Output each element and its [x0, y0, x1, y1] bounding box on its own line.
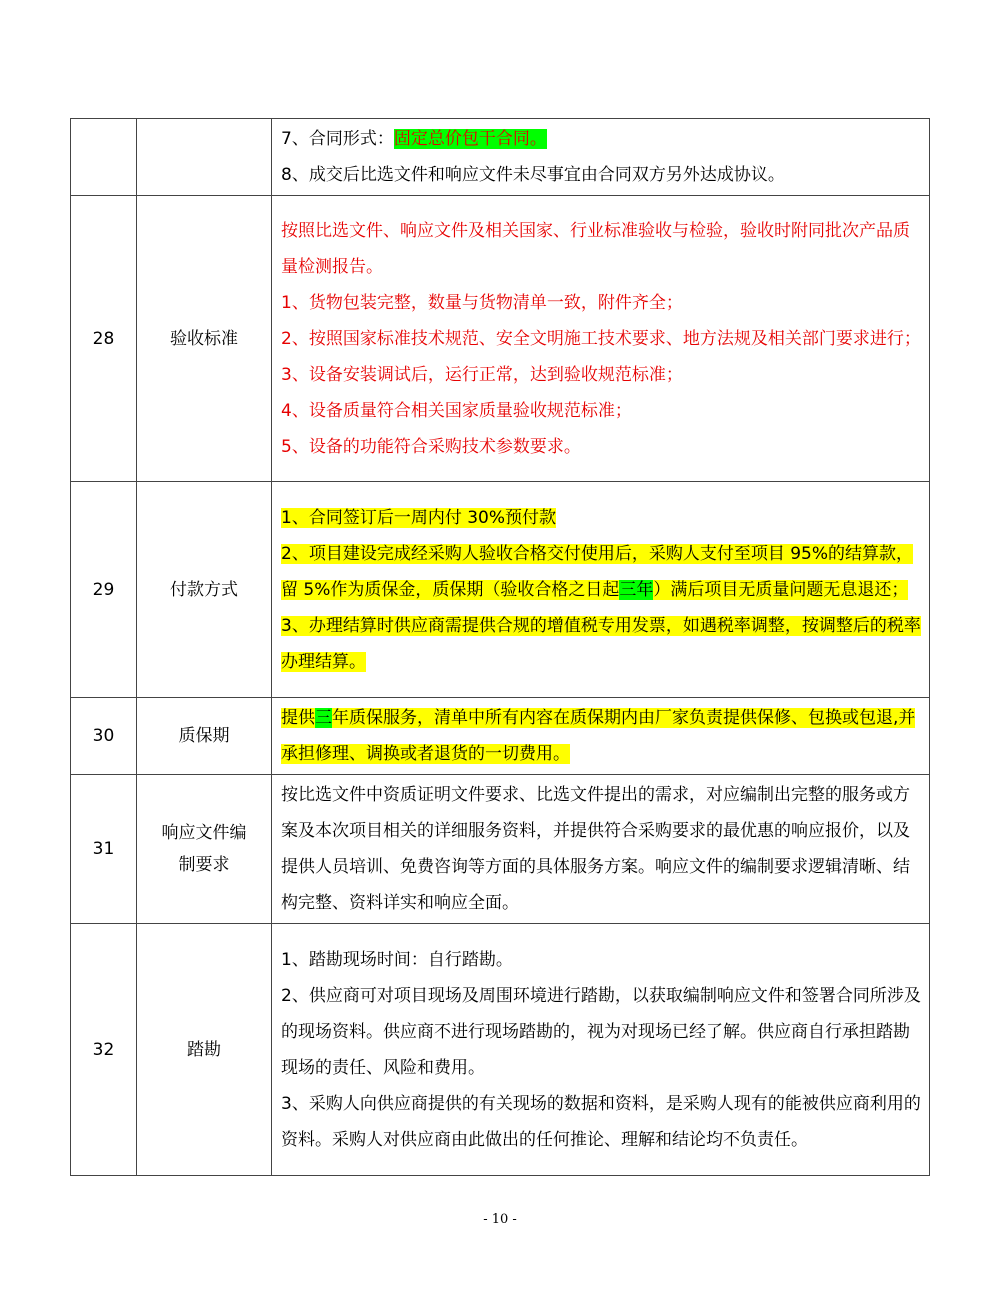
- content-line: 5、设备的功能符合采购技术参数要求。: [281, 436, 581, 457]
- highlighted-text: 2、项目建设完成经采购人验收合格交付使用后，采购人支付至项目 95%的结算款，留 5%作为质保金，质保期（验收合格之日起: [281, 543, 914, 600]
- row-number: 31: [71, 775, 137, 924]
- content-line: 8、成交后比选文件和响应文件未尽事宜由合同双方另外达成协议。: [281, 165, 785, 185]
- highlighted-text: ）满后项目无质量问题无息退还；: [653, 579, 909, 600]
- row-content: [272, 196, 930, 482]
- table-row: [71, 196, 930, 482]
- contract-form-label: 7、合同形式：: [281, 129, 394, 149]
- row-number: [71, 119, 137, 196]
- contract-form-value: 固定总价包干合同。: [393, 129, 547, 149]
- table-row: [71, 775, 930, 924]
- content-line: 1、踏勘现场时间：自行踏勘。: [281, 949, 513, 970]
- row-title: 质保期: [137, 698, 272, 775]
- row-title: [137, 119, 272, 196]
- table-row: [71, 698, 930, 775]
- content-line: [281, 608, 921, 680]
- table-row: [71, 482, 930, 698]
- content-line: [281, 500, 921, 536]
- table-row: [71, 119, 930, 196]
- row-title: 验收标准: [137, 196, 272, 482]
- content-line: 按比选文件中资质证明文件要求、比选文件提出的需求，对应编制出完整的服务或方案及本次项目相关的详细服务资料，并提供符合采购要求的最优惠的响应报价，以及提供人员培训、免费咨询等方面的具体服务方案。响应文件的编制要求逻辑清晰、结构完整、资料详实和响应全面。: [281, 785, 910, 913]
- warranty-years-highlight: 三年: [619, 579, 654, 600]
- warranty-years-highlight: 三: [315, 708, 332, 728]
- row-title: 响应文件编制要求: [137, 775, 272, 924]
- requirements-table: [70, 118, 930, 1176]
- row-number: 28: [71, 196, 137, 482]
- highlighted-text: 3、办理结算时供应商需提供合规的增值税专用发票，如遇税率调整，按调整后的税率办理结算。: [281, 615, 921, 672]
- content-line: 4、设备质量符合相关国家质量验收规范标准；: [281, 400, 632, 421]
- content-line: 2、供应商可对项目现场及周围环境进行踏勘，以获取编制响应文件和签署合同所涉及的现场资料。供应商不进行现场踏勘的，视为对现场已经了解。供应商自行承担踏勘现场的责任、风险和费用。: [281, 985, 921, 1078]
- content-line: [281, 700, 921, 772]
- page-number: - 10 -: [483, 1212, 517, 1227]
- row-content: [272, 698, 930, 775]
- content-line: 1、货物包装完整，数量与货物清单一致，附件齐全；: [281, 292, 683, 313]
- row-content: [272, 775, 930, 924]
- highlighted-text: 提供: [281, 708, 315, 728]
- content-line: [281, 536, 921, 608]
- row-title: 踏勘: [137, 924, 272, 1176]
- content-line: 2、按照国家标准技术规范、安全文明施工技术要求、地方法规及相关部门要求进行；: [281, 328, 921, 349]
- row-content: [272, 924, 930, 1176]
- row-content: [272, 119, 930, 196]
- content-line: 按照比选文件、响应文件及相关国家、行业标准验收与检验，验收时附同批次产品质量检测报告。: [281, 220, 910, 277]
- highlighted-text: 1、合同签订后一周内付 30%预付款: [281, 507, 557, 528]
- row-number: 29: [71, 482, 137, 698]
- row-content: [272, 482, 930, 698]
- highlighted-text: 年质保服务，清单中所有内容在质保期内由厂家负责提供保修、包换或包退,并承担修理、调换或者退货的一切费用。: [281, 708, 916, 764]
- content-line: 3、采购人向供应商提供的有关现场的数据和资料，是采购人现有的能被供应商利用的资料。采购人对供应商由此做出的任何推论、理解和结论均不负责任。: [281, 1093, 921, 1150]
- content-line: 3、设备安装调试后，运行正常，达到验收规范标准；: [281, 364, 683, 385]
- row-title: 付款方式: [137, 482, 272, 698]
- table-row: [71, 924, 930, 1176]
- content-line: [281, 121, 921, 157]
- row-number: 30: [71, 698, 137, 775]
- row-number: 32: [71, 924, 137, 1176]
